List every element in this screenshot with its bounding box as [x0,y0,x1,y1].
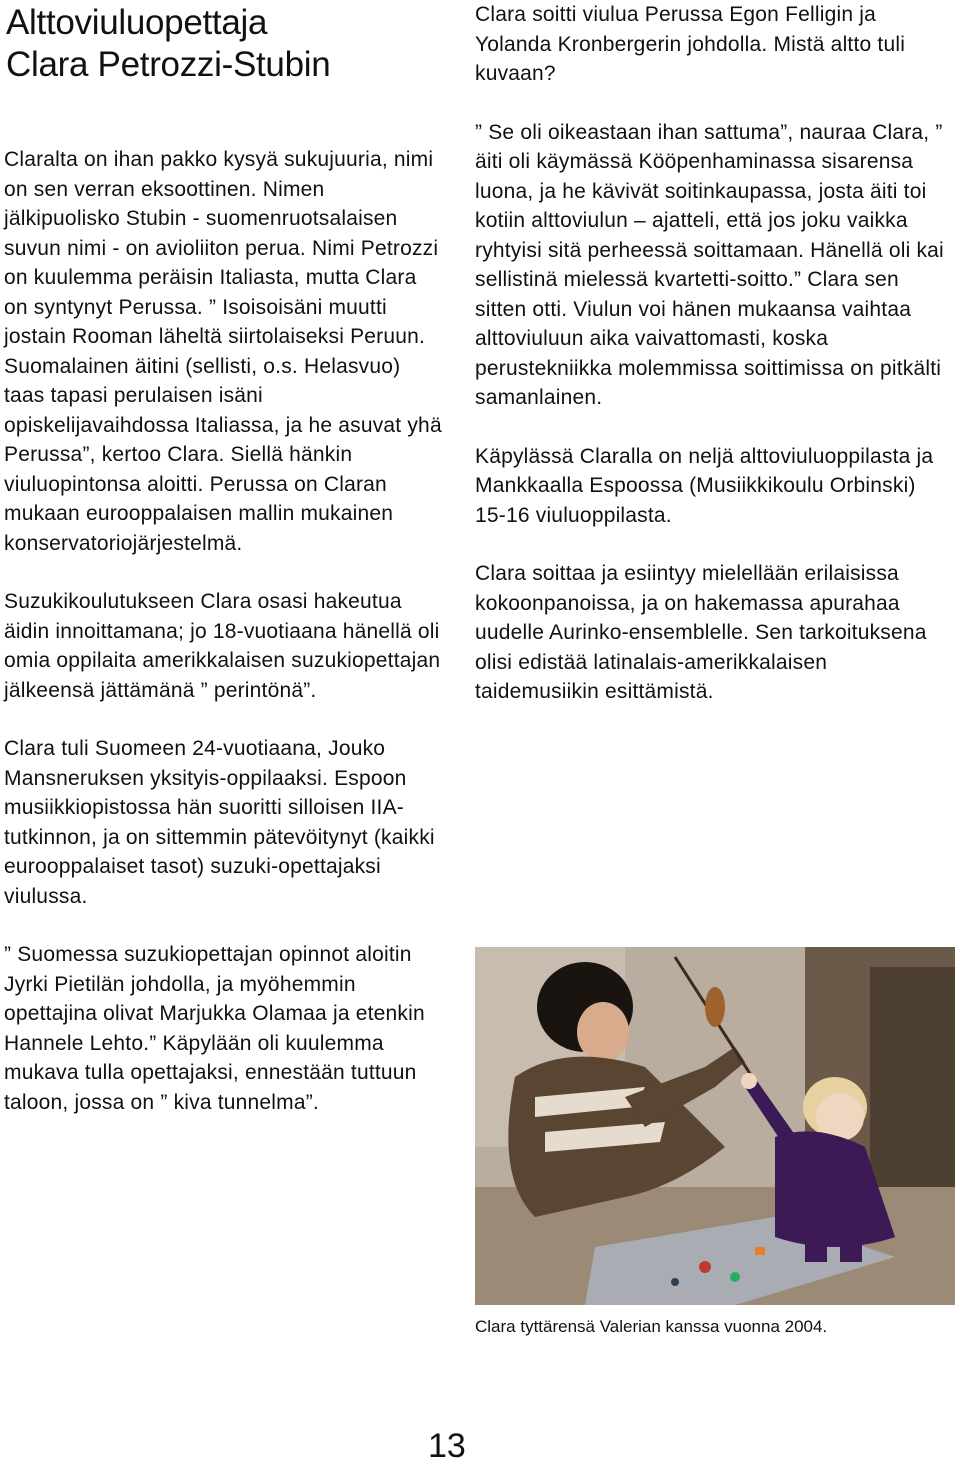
left-column [4,145,442,1117]
photo-caption: Clara tyttärensä Valerian kanssa vuonna 2004. [475,1317,828,1336]
left-paragraph-4: ” Suomessa suzukiopettajan opinnot aloitin Jyrki Pietilän johdolla, ja myöhemmin opettajina olivat Marjukka Olamaa ja etenkin Hannele Lehto.” Käpylään oli kuulemma mukava tulla opettajaksi, ennestään tuttuun taloon, jossa on ” kiva tunnelma”. [4,943,425,1114]
family-photo [475,947,955,1305]
right-paragraph-2: ” Se oli oikeastaan ihan sattuma”, nauraa Clara, ” äiti oli käymässä Kööpenhaminassa sisarensa luona, ja he kävivät soitinkaupassa, josta äiti toi kotiin alttoviulun – ajatteli, että jos joku vaikka ryhtyisi sitä perheessä soittamaan. Hänellä oli kai sellistinä mielessä kvartetti-soitto.” Clara sen sitten otti. Viulun voi hänen mukaansa vaihtaa alttoviuluun aika vaivattomasti, koska perustekniikka molemmissa soittimissa on pitkälti samanlainen. [475,120,944,409]
article-title [6,2,446,86]
left-paragraph-3: Clara tuli Suomeen 24-vuotiaana, Jouko Mansneruksen yksityis-oppilaaksi. Espoon musiikkiopistossa hän suoritti silloisen IIA-tutkinnon, ja on sittemmin pätevöitynyt (kaikki eurooppalaiset tasot) suzuki-opettajaksi viulussa. [4,737,435,908]
right-paragraph-4: Clara soittaa ja esiintyy mielellään erilaisissa kokoonpanoissa, ja on hakemassa apurahaa uudelle Aurinko-ensemblelle. Sen tarkoituksena olisi edistää latinalais-amerikkalaisen taidemusiikin esittämistä. [475,562,927,703]
page-number: 13 [428,1427,466,1465]
article-title-line-2: Clara Petrozzi-Stubin [6,45,331,84]
article-title-line-1: Alttoviuluopettaja [6,3,268,42]
photo-illustration [475,947,955,1305]
left-paragraph-2: Suzukikoulutukseen Clara osasi hakeutua äidin innoittamana; jo 18-vuotiaana hänellä oli omia oppilaita amerikkalaisen suzukiopettajan jälkeensä jättämänä ” perintönä”. [4,590,441,702]
right-column [475,0,950,707]
left-paragraph-1: Claralta on ihan pakko kysyä sukujuuria, nimi on sen verran eksoottinen. Nimen jälkipuolisko Stubin - suomenruotsalaisen suvun nimi - on avioliiton perua. Nimi Petrozzi on kuulemma peräisin Italiasta, mutta Clara on syntynyt Perussa. ” Isoisoisäni muutti jostain Rooman läheltä siirtolaiseksi Peruun. Suomalainen äitini (sellisti, o.s. Helasvuo) taas tapasi perulaisen isäni opiskelijavaihdossa Italiassa, ja he asuvat yhä Perussa”, kertoo Clara. Siellä hänkin viuluopintonsa aloitti. Perussa on Claran mukaan eurooppalaisen mallin mukainen konservatoriojärjestelmä. [4,148,442,555]
right-paragraph-3: Käpylässä Claralla on neljä alttoviuluoppilasta ja Mankkaalla Espoossa (Musiikkikoulu Orbinski) 15-16 viuluoppilasta. [475,444,934,527]
right-paragraph-1: Clara soitti viulua Perussa Egon Felligin ja Yolanda Kronbergerin johdolla. Mistä altto tuli kuvaan? [475,3,906,85]
